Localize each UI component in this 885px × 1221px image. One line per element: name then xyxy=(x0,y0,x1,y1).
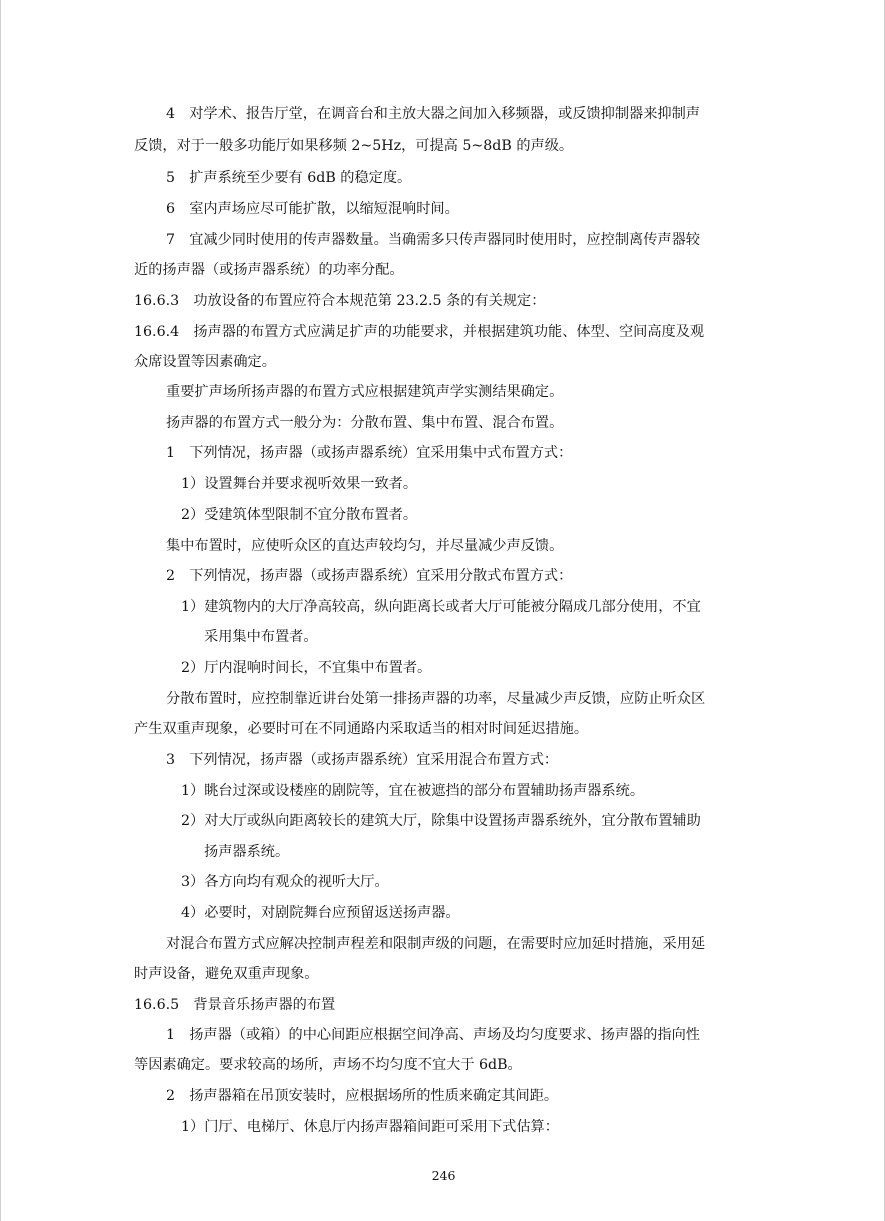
text-line: 6 室内声场应尽可能扩散，以缩短混响时间。 xyxy=(166,201,459,217)
text-line: 重要扩声场所扬声器的布置方式应根据建筑声学实测结果确定。 xyxy=(166,384,564,400)
text-line: 集中布置时，应使听众区的直达声较均匀，并尽量减少声反馈。 xyxy=(166,538,564,554)
sub-list-item: 1）建筑物内的大厅净高较高，纵向距离长或者大厅可能被分隔成几部分使用，不宜 xyxy=(181,599,701,615)
list-item: 1 扬声器（或箱）的中心间距应根据空间净高、声场及均匀度要求、扬声器的指向性 xyxy=(166,1027,700,1043)
sub-list-item: 4）必要时，对剧院舞台应预留返送扬声器。 xyxy=(181,905,460,921)
sub-list-item: 2）受建筑体型限制不宜分散布置者。 xyxy=(181,507,418,523)
text-line: 众席设置等因素确定。 xyxy=(134,354,276,370)
sub-list-item-continuation: 采用集中布置者。 xyxy=(204,629,318,645)
text-line: 7 宜减少同时使用的传声器数量。当确需多只传声器同时使用时，应控制离传声器较 xyxy=(166,232,700,248)
text-line: 4 对学术、报告厅堂，在调音台和主放大器之间加入移频器，或反馈抑制器来抑制声 xyxy=(166,106,700,122)
text-line: 反馈，对于一般多功能厅如果移频 2~5Hz，可提高 5~8dB 的声级。 xyxy=(134,138,574,154)
sub-list-item: 2）厅内混响时间长，不宜集中布置者。 xyxy=(181,660,432,676)
text-line: 产生双重声现象，必要时可在不同通路内采取适当的相对时间延迟措施。 xyxy=(134,721,589,737)
list-item: 3 下列情况，扬声器（或扬声器系统）宜采用混合布置方式： xyxy=(166,752,559,768)
sub-list-item: 2）对大厅或纵向距离较长的建筑大厅，除集中设置扬声器系统外，宜分散布置辅助 xyxy=(181,813,701,829)
page-number: 246 xyxy=(431,1168,456,1183)
section-heading: 16.6.4 扬声器的布置方式应满足扩声的功能要求，并根据建筑功能、体型、空间高度及观 xyxy=(134,324,705,340)
text-line: 近的扬声器（或扬声器系统）的功率分配。 xyxy=(134,262,404,278)
text-line: 对混合布置方式应解决控制声程差和限制声级的问题，在需要时应加延时措施，采用延 xyxy=(166,936,706,952)
text-line: 等因素确定。要求较高的场所，声场不均匀度不宜大于 6dB。 xyxy=(134,1057,522,1073)
sub-list-item: 1）设置舞台并要求视听效果一致者。 xyxy=(181,476,418,492)
sub-list-item: 3）各方向均有观众的视听大厅。 xyxy=(181,874,389,890)
list-item: 1 下列情况，扬声器（或扬声器系统）宜采用集中式布置方式： xyxy=(166,445,573,461)
list-item: 2 下列情况，扬声器（或扬声器系统）宜采用分散式布置方式： xyxy=(166,568,573,584)
text-line: 扬声器的布置方式一般分为：分散布置、集中布置、混合布置。 xyxy=(166,415,564,431)
text-line: 5 扩声系统至少要有 6dB 的稳定度。 xyxy=(166,170,412,186)
text-line: 分散布置时，应控制靠近讲台处第一排扬声器的功率，尽量减少声反馈，应防止听众区 xyxy=(166,691,706,707)
sub-list-item-continuation: 扬声器系统。 xyxy=(204,844,290,860)
section-heading: 16.6.5 背景音乐扬声器的布置 xyxy=(134,997,336,1013)
sub-list-item: 1）门厅、电梯厅、休息厅内扬声器箱间距可采用下式估算： xyxy=(181,1119,559,1135)
section-heading: 16.6.3 功放设备的布置应符合本规范第 23.2.5 条的有关规定： xyxy=(134,293,546,309)
sub-list-item: 1）眺台过深或设楼座的剧院等，宜在被遮挡的部分布置辅助扬声器系统。 xyxy=(181,783,645,799)
list-item: 2 扬声器箱在吊顶安装时，应根据场所的性质来确定其间距。 xyxy=(166,1088,559,1104)
text-line: 时声设备，避免双重声现象。 xyxy=(134,966,319,982)
